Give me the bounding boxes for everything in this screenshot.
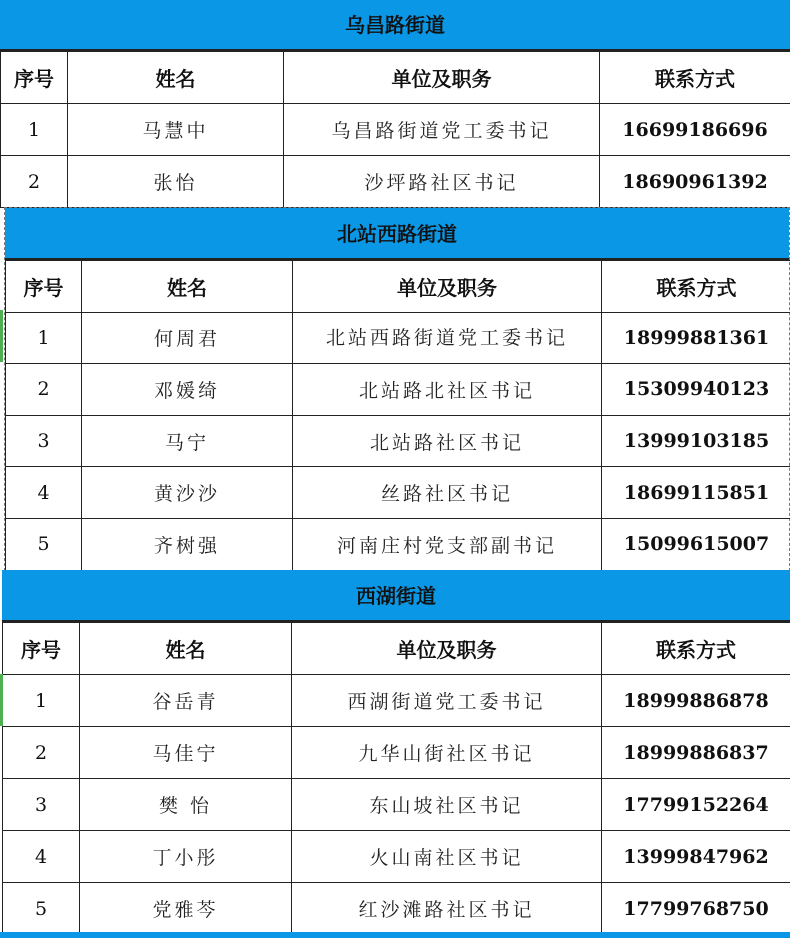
cell-no: 1 — [6, 312, 82, 364]
header-position: 单位及职务 — [293, 261, 602, 313]
cell-phone: 17799152264 — [602, 779, 790, 831]
cell-phone: 16699186696 — [600, 104, 790, 156]
cell-name: 邓媛绮 — [82, 364, 293, 416]
cell-position: 沙坪路社区书记 — [284, 156, 600, 208]
cell-name: 黄沙沙 — [82, 467, 293, 519]
cell-name: 马佳宁 — [80, 727, 292, 779]
table-row — [1, 104, 790, 156]
section-beizhanxilu — [4, 207, 790, 571]
contact-table — [0, 51, 790, 208]
cell-no: 3 — [3, 779, 80, 831]
cell-no: 2 — [1, 156, 68, 208]
cell-position: 西湖街道党工委书记 — [292, 675, 602, 727]
cell-position: 乌昌路街道党工委书记 — [284, 104, 600, 156]
section-xihu — [2, 570, 790, 935]
cell-phone: 15309940123 — [602, 364, 790, 416]
header-row — [3, 623, 790, 675]
cell-no: 5 — [6, 518, 82, 570]
cell-name: 樊 怡 — [80, 779, 292, 831]
cell-phone: 18999886837 — [602, 727, 790, 779]
table-row — [6, 364, 790, 416]
cell-position: 北站西路街道党工委书记 — [293, 312, 602, 364]
cell-name: 党雅芩 — [80, 883, 292, 935]
cell-position: 火山南社区书记 — [292, 831, 602, 883]
header-phone: 联系方式 — [600, 52, 790, 104]
cell-name: 谷岳青 — [80, 675, 292, 727]
table-row — [6, 312, 790, 364]
cell-phone: 18690961392 — [600, 156, 790, 208]
cell-phone: 13999847962 — [602, 831, 790, 883]
cell-phone: 15099615007 — [602, 518, 790, 570]
section-title: 乌昌路街道 — [0, 0, 790, 51]
header-name: 姓名 — [68, 52, 284, 104]
cell-name: 马慧中 — [68, 104, 284, 156]
section-title: 西湖街道 — [2, 570, 790, 622]
row-edge-marker — [0, 310, 3, 362]
header-position: 单位及职务 — [292, 623, 602, 675]
cell-phone: 13999103185 — [602, 415, 790, 467]
cell-phone: 18699115851 — [602, 467, 790, 519]
cell-no: 1 — [3, 675, 80, 727]
cell-no: 4 — [6, 467, 82, 519]
cell-no: 2 — [6, 364, 82, 416]
cell-position: 丝路社区书记 — [293, 467, 602, 519]
section-wuchanglu — [0, 0, 790, 208]
table-row — [3, 831, 790, 883]
table-row — [3, 727, 790, 779]
cell-no: 4 — [3, 831, 80, 883]
table-row — [3, 779, 790, 831]
cell-no: 5 — [3, 883, 80, 935]
table-row — [3, 883, 790, 935]
section-title: 北站西路街道 — [5, 208, 789, 260]
cell-position: 北站路北社区书记 — [293, 364, 602, 416]
contact-table — [5, 260, 790, 571]
header-row — [1, 52, 790, 104]
cell-name: 何周君 — [82, 312, 293, 364]
table-row — [6, 518, 790, 570]
cell-position: 东山坡社区书记 — [292, 779, 602, 831]
header-phone: 联系方式 — [602, 623, 790, 675]
cell-name: 马宁 — [82, 415, 293, 467]
header-no: 序号 — [6, 261, 82, 313]
cell-name: 丁小彤 — [80, 831, 292, 883]
row-edge-marker — [0, 674, 3, 726]
header-name: 姓名 — [80, 623, 292, 675]
cell-no: 2 — [3, 727, 80, 779]
cell-phone: 18999886878 — [602, 675, 790, 727]
table-row — [3, 675, 790, 727]
header-row — [6, 261, 790, 313]
cell-position: 九华山街社区书记 — [292, 727, 602, 779]
cell-name: 齐树强 — [82, 518, 293, 570]
header-no: 序号 — [3, 623, 80, 675]
contact-table — [2, 622, 790, 935]
header-name: 姓名 — [82, 261, 293, 313]
cell-phone: 17799768750 — [602, 883, 790, 935]
cell-position: 红沙滩路社区书记 — [292, 883, 602, 935]
header-phone: 联系方式 — [602, 261, 790, 313]
cell-name: 张怡 — [68, 156, 284, 208]
cell-position: 北站路社区书记 — [293, 415, 602, 467]
header-position: 单位及职务 — [284, 52, 600, 104]
table-row — [6, 467, 790, 519]
cell-no: 1 — [1, 104, 68, 156]
bottom-bar — [0, 932, 790, 938]
cell-position: 河南庄村党支部副书记 — [293, 518, 602, 570]
table-row — [1, 156, 790, 208]
cell-phone: 18999881361 — [602, 312, 790, 364]
cell-no: 3 — [6, 415, 82, 467]
table-row — [6, 415, 790, 467]
header-no: 序号 — [1, 52, 68, 104]
